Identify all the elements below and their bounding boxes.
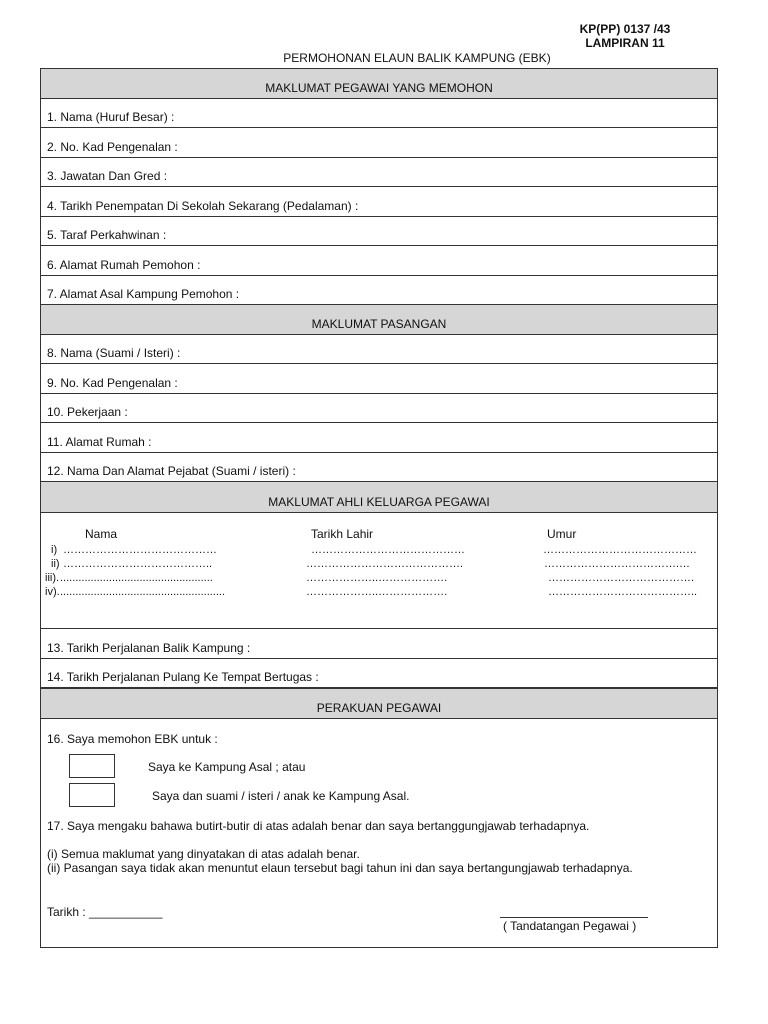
document-title: PERMOHONAN ELAUN BALIK KAMPUNG (EBK) xyxy=(283,51,551,65)
row-number: ii) xyxy=(51,558,60,570)
signature-line[interactable] xyxy=(500,917,648,918)
field-label: 1. Nama (Huruf Besar) : xyxy=(47,110,175,124)
field-label: 7. Alamat Asal Kampung Pemohon : xyxy=(47,287,240,301)
column-header-nama: Nama xyxy=(85,527,118,541)
option-keluarga-checkbox[interactable] xyxy=(69,783,115,807)
section-title: PERAKUAN PEGAWAI xyxy=(316,701,442,715)
field-label: 14. Tarikh Perjalanan Pulang Ke Tempat Bertugas : xyxy=(47,670,319,684)
nama-blank: ...................................................... xyxy=(60,586,226,598)
declaration-section xyxy=(41,719,717,949)
field-label: 9. No. Kad Pengenalan : xyxy=(47,376,178,390)
statement-ii: (ii) Pasangan saya tidak akan menuntut elaun tersebut bagi tahun ini dan saya bertangungjawab terhadapnya. xyxy=(47,861,633,875)
field-label: 6. Alamat Rumah Pemohon : xyxy=(47,258,201,272)
reference-code xyxy=(560,22,690,50)
field-label: 3. Jawatan Dan Gred : xyxy=(47,169,168,183)
option-kampung-asal-checkbox[interactable] xyxy=(69,754,115,778)
tarikh-lahir-blank: …………………………………… xyxy=(311,544,465,556)
ref-code-text: KP(PP) 0137 /43 xyxy=(579,22,671,36)
section-header-perakuan xyxy=(41,688,717,719)
field-row-alamat-pejabat[interactable] xyxy=(41,453,717,482)
tarikh-lahir-blank: ……………………………………. xyxy=(306,558,464,570)
field-row-nama-pasangan[interactable] xyxy=(41,335,717,364)
signature-label: ( Tandatangan Pegawai ) xyxy=(503,919,637,933)
section-title: MAKLUMAT PEGAWAI YANG MEMOHON xyxy=(265,81,493,95)
row-number: iv). xyxy=(45,586,60,598)
umur-blank: …………………………………… xyxy=(543,544,697,556)
row-number: iii). xyxy=(45,572,60,584)
option-kampung-asal-label: Saya ke Kampung Asal ; atau xyxy=(148,760,306,774)
field-row-tarikh-balik[interactable] xyxy=(41,629,717,659)
field-label: 11. Alamat Rumah : xyxy=(47,435,152,449)
field-row-alamat-rumah-pasangan[interactable] xyxy=(41,423,717,453)
section-header-pasangan xyxy=(41,305,717,335)
field-label: 5. Taraf Perkahwinan : xyxy=(47,228,167,242)
field-row-alamat-rumah[interactable] xyxy=(41,246,717,276)
umur-blank: …………………………………. xyxy=(548,572,695,584)
field-row-jawatan[interactable] xyxy=(41,158,717,187)
umur-blank: ……………………………….… xyxy=(544,558,691,570)
field-row-taraf-perkahwinan[interactable] xyxy=(41,217,717,246)
question-16: 16. Saya memohon EBK untuk : xyxy=(47,732,218,746)
field-label: 2. No. Kad Pengenalan : xyxy=(47,140,178,154)
umur-blank: ………………………………….. xyxy=(548,586,698,598)
section-header-keluarga xyxy=(41,482,717,513)
column-header-umur: Umur xyxy=(547,527,577,541)
tarikh-lahir-blank: ………………..………………. xyxy=(306,572,448,584)
field-row-tarikh-penempatan[interactable] xyxy=(41,187,717,217)
tarikh-lahir-blank: ………………..………………. xyxy=(306,586,448,598)
section-title: MAKLUMAT AHLI KELUARGA PEGAWAI xyxy=(268,495,490,509)
family-table xyxy=(41,513,717,629)
field-label: 8. Nama (Suami / Isteri) : xyxy=(47,346,181,360)
nama-blank: …………………………………… xyxy=(63,544,217,556)
field-label: 10. Pekerjaan : xyxy=(47,405,128,419)
question-17: 17. Saya mengaku bahawa butirt-butir di atas adalah benar dan saya bertanggungjawab terhadapnya. xyxy=(47,819,590,833)
field-row-nama[interactable] xyxy=(41,99,717,128)
field-row-pekerjaan[interactable] xyxy=(41,394,717,423)
field-row-kad-pengenalan-pasangan[interactable] xyxy=(41,364,717,394)
tarikh-field[interactable]: Tarikh : ___________ xyxy=(47,905,163,919)
nama-blank: .................................................. xyxy=(60,572,213,584)
section-header-pegawai xyxy=(41,69,717,99)
section-title: MAKLUMAT PASANGAN xyxy=(311,317,447,331)
option-keluarga-label: Saya dan suami / isteri / anak ke Kampung Asal. xyxy=(152,789,410,803)
field-row-tarikh-pulang[interactable] xyxy=(41,659,717,688)
row-number: i) xyxy=(51,544,58,556)
field-row-kad-pengenalan[interactable] xyxy=(41,128,717,158)
statement-i: (i) Semua maklumat yang dinyatakan di atas adalah benar. xyxy=(47,847,360,861)
column-header-tarikh-lahir: Tarikh Lahir xyxy=(311,527,374,541)
nama-blank: ………………………………….. xyxy=(63,558,213,570)
application-form xyxy=(40,68,718,948)
field-label: 4. Tarikh Penempatan Di Sekolah Sekarang (Pedalaman) : xyxy=(47,199,359,213)
field-label: 12. Nama Dan Alamat Pejabat (Suami / isteri) : xyxy=(47,464,296,478)
lampiran-text: LAMPIRAN 11 xyxy=(585,36,665,50)
field-row-alamat-kampung[interactable] xyxy=(41,276,717,305)
field-label: 13. Tarikh Perjalanan Balik Kampung : xyxy=(47,641,251,655)
